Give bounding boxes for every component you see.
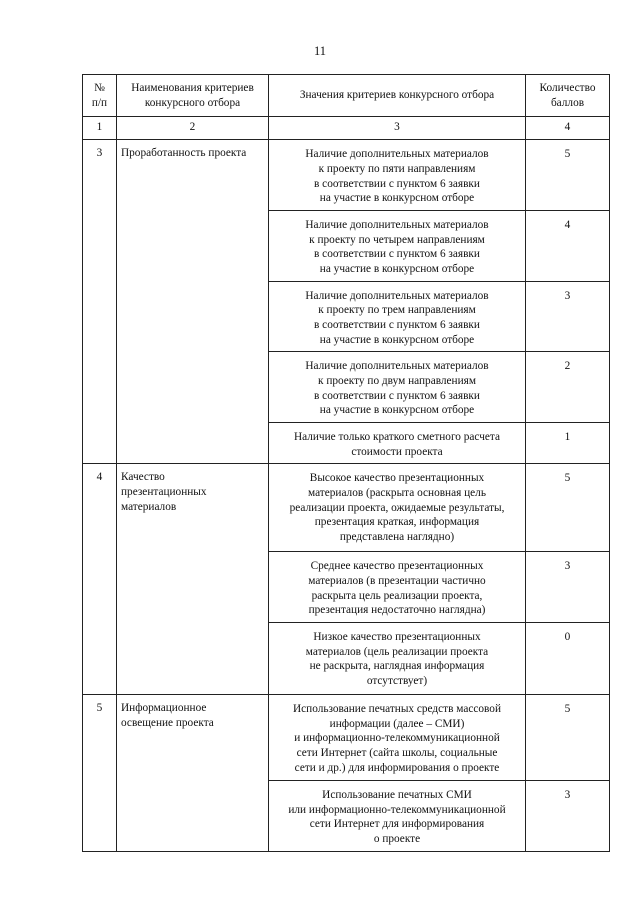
column-number-row xyxy=(83,117,610,140)
criterion-value: Наличие только краткого сметного расчета стоимости проекта xyxy=(269,423,526,464)
header-criterion-name: Наименования критериев конкурсного отбора xyxy=(117,75,269,117)
criteria-table xyxy=(82,74,610,852)
criterion-value: Наличие дополнительных материалов к проекту по трем направлениям в соответствии с пунктом 6 заявки на участие в конкурсном отборе xyxy=(269,281,526,352)
criterion-name: Качество презентационных материалов xyxy=(117,464,269,695)
page-number: 11 xyxy=(313,44,327,58)
table-header-row xyxy=(83,75,610,117)
criterion-value: Использование печатных средств массовой информации (далее – СМИ) и информационно-телекоммуникационной сети Интернет (сайта школы, социальные сети и др.) для информирования о проекте xyxy=(269,695,526,781)
criterion-value: Наличие дополнительных материалов к проекту по пяти направлениям в соответствии с пунктом 6 заявки на участие в конкурсном отборе xyxy=(269,140,526,211)
criterion-points: 5 xyxy=(526,464,610,552)
criterion-points: 3 xyxy=(526,781,610,852)
table-row xyxy=(83,464,610,552)
column-number: 2 xyxy=(117,117,269,140)
criterion-points: 3 xyxy=(526,552,610,623)
criterion-number: 3 xyxy=(83,140,117,464)
criterion-value: Наличие дополнительных материалов к проекту по двум направлениям в соответствии с пунктом 6 заявки на участие в конкурсном отборе xyxy=(269,352,526,423)
criterion-number: 5 xyxy=(83,695,117,852)
column-number: 1 xyxy=(83,117,117,140)
criterion-points: 3 xyxy=(526,281,610,352)
criterion-number: 4 xyxy=(83,464,117,695)
header-criterion-values: Значения критериев конкурсного отбора xyxy=(269,75,526,117)
criterion-points: 4 xyxy=(526,211,610,282)
criterion-value: Наличие дополнительных материалов к проекту по четырем направлениям в соответствии с пунктом 6 заявки на участие в конкурсном отборе xyxy=(269,211,526,282)
criterion-name: Проработанность проекта xyxy=(117,140,269,464)
table-row xyxy=(83,140,610,211)
header-points: Количество баллов xyxy=(526,75,610,117)
criterion-name: Информационное освещение проекта xyxy=(117,695,269,852)
criterion-points: 2 xyxy=(526,352,610,423)
column-number: 4 xyxy=(526,117,610,140)
criterion-points: 0 xyxy=(526,623,610,695)
table-row xyxy=(83,695,610,781)
criterion-points: 5 xyxy=(526,695,610,781)
criterion-value: Среднее качество презентационных материалов (в презентации частично раскрыта цель реализации проекта, презентация недостаточно наглядна) xyxy=(269,552,526,623)
criterion-value: Высокое качество презентационных материалов (раскрыта основная цель реализации проекта, ожидаемые результаты, презентация краткая, информация представлена наглядно) xyxy=(269,464,526,552)
column-number: 3 xyxy=(269,117,526,140)
criterion-points: 1 xyxy=(526,423,610,464)
criterion-value: Использование печатных СМИ или информационно-телекоммуникационной сети Интернет для информирования о проекте xyxy=(269,781,526,852)
criterion-points: 5 xyxy=(526,140,610,211)
header-no: № п/п xyxy=(83,75,117,117)
criterion-value: Низкое качество презентационных материалов (цель реализации проекта не раскрыта, наглядная информация отсутствует) xyxy=(269,623,526,695)
